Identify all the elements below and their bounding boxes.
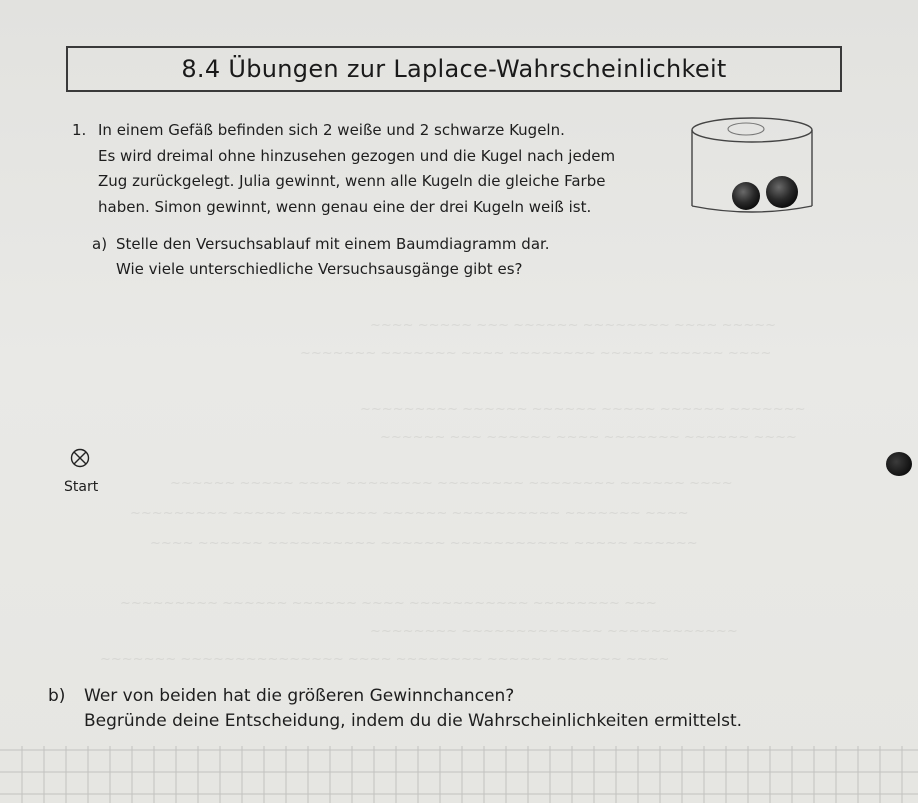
bleed-through-text: ~~~~~~~~~ ~~~~~~ ~~~~~~ ~~~~ ~~~~~~~~~~~ ~~~~~~~~ ~~~ — [120, 596, 657, 611]
part-a-line: Wie viele unterschiedliche Versuchsausgänge gibt es? — [116, 260, 523, 278]
title-box — [66, 46, 842, 92]
part-a-line: Stelle den Versuchsablauf mit einem Baumdiagramm dar. — [116, 235, 550, 253]
urn-rim — [692, 118, 812, 142]
bleed-through-text: ~~~~ ~~~~~~ ~~~~~~~~~~ ~~~~~~ ~~~~~~~~~~~ ~~~~~ ~~~~~~ — [150, 536, 698, 551]
bleed-through-text: ~~~~~~~ ~~~~~~~~~~~~~~~ ~~~~ ~~~~~~~~ ~~~~~~ ~~~~~~ ~~~~ — [100, 652, 670, 667]
black-dot-marker — [886, 452, 912, 476]
bleed-through-text: ~~~~~~~~~ ~~~~~ ~~~~~~~~ ~~~~~~ ~~~~~~~~~~ ~~~~~~~ ~~~~ — [130, 506, 689, 521]
bleed-through-text: ~~~~~~~~~ ~~~~~~ ~~~~~~ ~~~~~ ~~~~~~ ~~~~~~~ — [360, 402, 806, 417]
part-b-line: Wer von beiden hat die größeren Gewinnchancen? — [84, 686, 515, 706]
part-b-text — [84, 684, 742, 734]
answer-grid — [0, 746, 918, 803]
page-title: 8.4 Übungen zur Laplace-Wahrscheinlichkeit — [181, 55, 727, 83]
black-ball — [732, 182, 760, 210]
part-b-line: Begründe deine Entscheidung, indem du die Wahrscheinlichkeiten ermittelst. — [84, 711, 743, 731]
task-1-line: Zug zurückgelegt. Julia gewinnt, wenn alle Kugeln die gleiche Farbe — [98, 172, 606, 190]
bleed-through-text: ~~~~ ~~~~~ ~~~ ~~~~~~ ~~~~~~~~ ~~~~ ~~~~~ — [370, 318, 777, 333]
part-b-label: b) — [48, 686, 66, 706]
bleed-through-text: ~~~~~~ ~~~~~ ~~~~ ~~~~~~~~ ~~~~~~~~ ~~~~~~~~ ~~~~~~ ~~~~ — [170, 476, 733, 491]
black-ball — [766, 176, 798, 208]
part-b — [48, 684, 742, 734]
bleed-through-text: ~~~~~~~ ~~~~~~~ ~~~~ ~~~~~~~~ ~~~~~ ~~~~~~ ~~~~ — [300, 346, 772, 361]
task-1-line: Es wird dreimal ohne hinzusehen gezogen und die Kugel nach jedem — [98, 146, 616, 165]
urn-illustration — [686, 114, 818, 218]
start-node-icon — [70, 448, 90, 468]
part-a-text — [116, 232, 550, 282]
task-1-line: haben. Simon gewinnt, wenn genau eine der drei Kugeln weiß ist. — [98, 197, 592, 216]
bleed-through-text: ~~~~~~ ~~~ ~~~~~~ ~~~~ ~~~~~~~ ~~~~~~ ~~~~ — [380, 430, 797, 445]
part-a-label: a) — [92, 235, 108, 253]
task-1-line: In einem Gefäß befinden sich 2 weiße und 2 schwarze Kugeln. — [98, 121, 565, 139]
part-a — [92, 232, 550, 282]
task-1 — [72, 118, 652, 220]
task-number: 1. — [72, 121, 87, 139]
urn-reflection — [728, 123, 764, 135]
start-label: Start — [64, 479, 99, 495]
bleed-through-text: ~~~~~~~~ ~~~~~~~~~~~~~ ~~~~~~~~~~~~ — [370, 624, 738, 639]
task-1-text — [98, 118, 652, 220]
